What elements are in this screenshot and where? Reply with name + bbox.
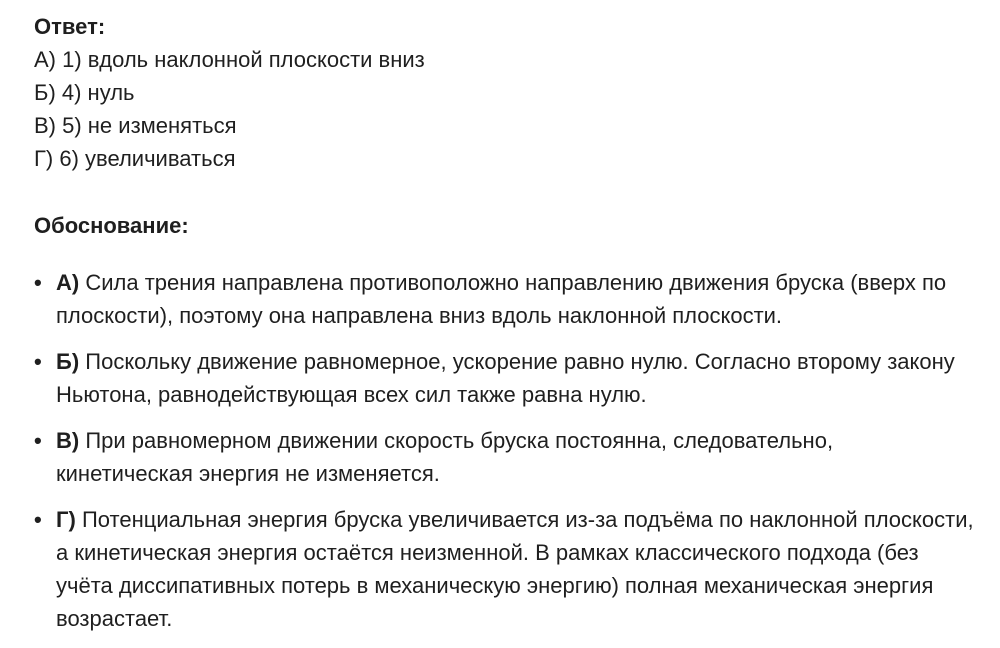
answer-item-g: Г) 6) увеличиваться: [34, 146, 236, 171]
justification-text: Сила трения направлена противоположно направлению движения бруска (вверх по плоскости), поэтому она направлена вниз вдоль наклонной плоскости.: [56, 270, 947, 328]
answer-heading: Ответ:: [34, 14, 106, 39]
justification-key: Б): [56, 349, 80, 374]
justification-item-g: [34, 503, 974, 635]
bullet-icon: •: [34, 270, 42, 295]
answer-list: [34, 43, 974, 175]
justification-item-a: [34, 266, 974, 332]
answer-item-v: В) 5) не изменяться: [34, 113, 237, 138]
answer-item-a: А) 1) вдоль наклонной плоскости вниз: [34, 47, 425, 72]
justification-item-v: [34, 424, 974, 490]
justification-key: Г): [56, 507, 76, 532]
bullet-icon: •: [34, 349, 42, 374]
answer-document: [34, 10, 974, 648]
justification-heading: Обоснование:: [34, 213, 189, 238]
answer-item-b: Б) 4) нуль: [34, 80, 135, 105]
justification-text: Потенциальная энергия бруска увеличивается из-за подъёма по наклонной плоскости, а кинетическая энергия остаётся неизменной. В рамках классического подхода (без учёта диссипативных потерь в механическую энергию) полная механическая энергия возрастает.: [56, 507, 974, 631]
justification-list: [34, 266, 974, 635]
justification-key: А): [56, 270, 80, 295]
justification-key: В): [56, 428, 80, 453]
justification-text: При равномерном движении скорость бруска постоянна, следовательно, кинетическая энергия не изменяется.: [56, 428, 834, 486]
bullet-icon: •: [34, 428, 42, 453]
bullet-icon: •: [34, 507, 42, 532]
justification-text: Поскольку движение равномерное, ускорение равно нулю. Согласно второму закону Ньютона, равнодействующая всех сил также равна нулю.: [56, 349, 955, 407]
justification-item-b: [34, 345, 974, 411]
